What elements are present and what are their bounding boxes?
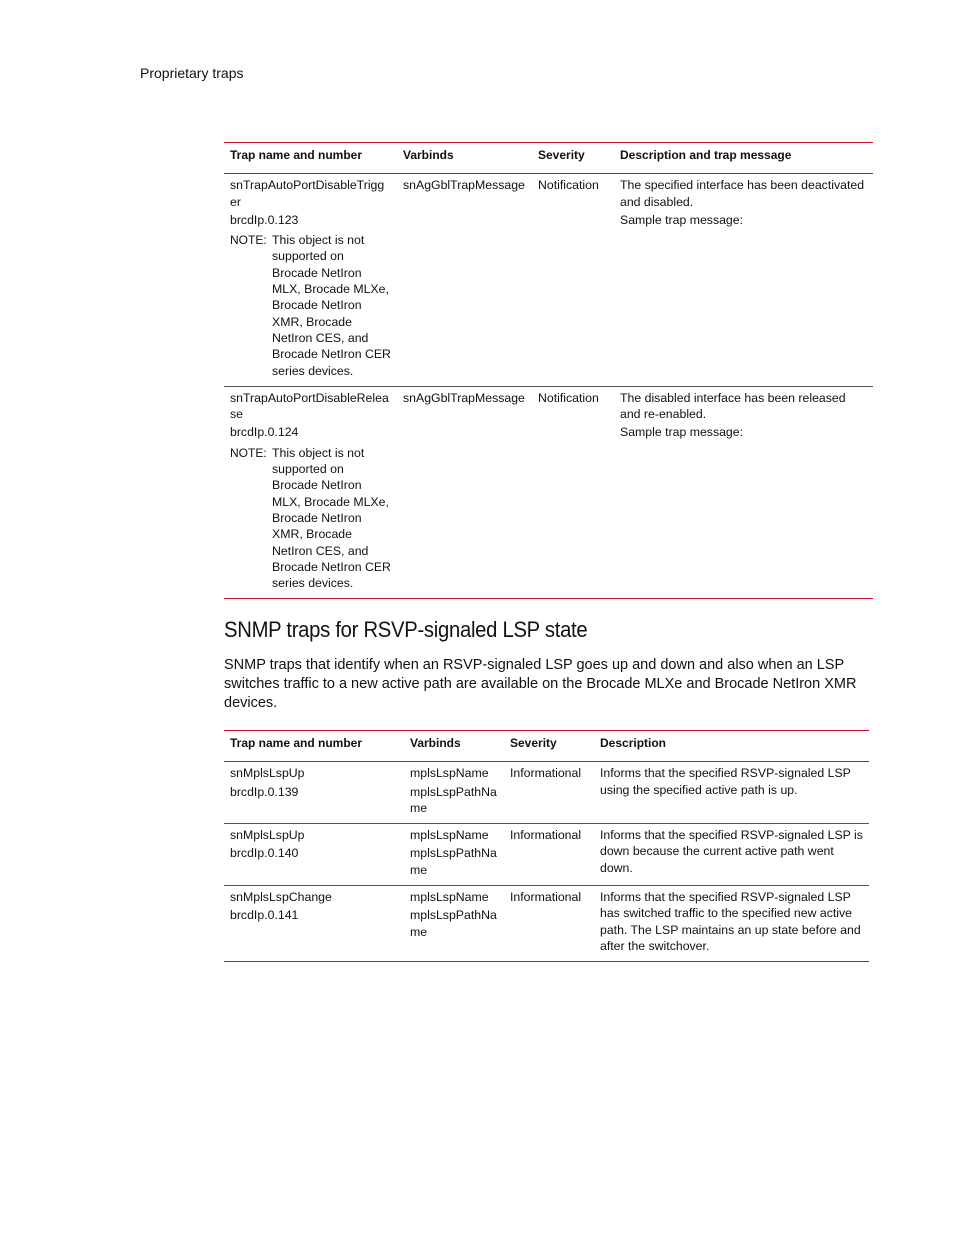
trap-name: snTrapAutoPortDisableRelease [230, 390, 389, 422]
severity-cell: Notification [532, 174, 614, 387]
running-header: Proprietary traps [140, 65, 244, 81]
table-row [224, 886, 869, 962]
trap-name: snMplsLspChange [230, 890, 332, 905]
varbinds-cell: snAgGblTrapMessage [397, 386, 532, 599]
trap-table-auto-port [224, 142, 873, 599]
table-header-row [224, 731, 869, 762]
sample-message-label: Sample trap message: [620, 425, 744, 440]
varbind-path-name: mplsLspPathName [410, 784, 497, 815]
note [230, 232, 391, 379]
varbinds-cell [404, 762, 504, 824]
varbind-name: mplsLspName [410, 890, 489, 905]
varbinds-cell [404, 824, 504, 886]
varbinds-cell [404, 886, 504, 962]
col-severity: Severity [532, 143, 614, 174]
description-text: The disabled interface has been released and re-enabled. [620, 390, 846, 422]
sample-message-label: Sample trap message: [620, 212, 744, 227]
severity-cell: Notification [532, 386, 614, 599]
trap-table-mpls-lsp [224, 730, 869, 962]
trap-name-cell [224, 886, 404, 962]
table-row [224, 174, 873, 387]
section-title: SNMP traps for RSVP-signaled LSP state [224, 617, 588, 642]
note-label: NOTE: [230, 445, 267, 460]
trap-name: snMplsLspUp [230, 828, 305, 843]
col-description: Description and trap message [614, 143, 873, 174]
section-body: SNMP traps that identify when an RSVP-signaled LSP goes up and down and also when an LSP switches traffic to a new active path are available on the Brocade MLXe and Brocade NetIron XMR devices. [224, 657, 857, 711]
trap-name-cell [224, 386, 397, 599]
severity-cell: Informational [504, 762, 594, 824]
varbind-path-name: mplsLspPathName [410, 908, 497, 939]
trap-number: brcdIp.0.123 [230, 212, 299, 227]
col-description: Description [594, 731, 869, 762]
col-severity: Severity [504, 731, 594, 762]
severity-cell: Informational [504, 886, 594, 962]
col-varbinds: Varbinds [404, 731, 504, 762]
trap-name-cell [224, 762, 404, 824]
trap-number: brcdIp.0.141 [230, 908, 299, 923]
trap-number: brcdIp.0.140 [230, 846, 299, 861]
description-cell [614, 386, 873, 599]
note [230, 445, 391, 592]
trap-number: brcdIp.0.139 [230, 784, 299, 799]
varbinds-cell: snAgGblTrapMessage [397, 174, 532, 387]
trap-name-cell [224, 174, 397, 387]
trap-name: snMplsLspUp [230, 766, 305, 781]
description-cell: Informs that the specified RSVP-signaled LSP has switched traffic to the specified new active path. The LSP maintains an up state before and after the switchover. [594, 886, 869, 962]
trap-name-cell [224, 824, 404, 886]
col-varbinds: Varbinds [397, 143, 532, 174]
description-text: The specified interface has been deactivated and disabled. [620, 178, 865, 209]
varbind-name: mplsLspName [410, 766, 489, 781]
col-trap-name: Trap name and number [224, 143, 397, 174]
varbind-name: mplsLspName [410, 828, 489, 843]
table-row [224, 824, 869, 886]
table-row [224, 762, 869, 824]
table-header-row [224, 143, 873, 174]
trap-number: brcdIp.0.124 [230, 425, 299, 440]
description-cell: Informs that the specified RSVP-signaled LSP is down because the current active path went down. [594, 824, 869, 886]
severity-cell: Informational [504, 824, 594, 886]
description-cell: Informs that the specified RSVP-signaled LSP using the specified active path is up. [594, 762, 869, 824]
trap-name: snTrapAutoPortDisableTrigger [230, 178, 385, 209]
note-text: This object is not supported on Brocade NetIron MLX, Brocade MLXe, Brocade NetIron XMR, Brocade NetIron CES, and Brocade NetIron CER series devices. [272, 233, 391, 378]
table-row [224, 386, 873, 599]
note-label: NOTE: [230, 233, 267, 248]
description-cell [614, 174, 873, 387]
col-trap-name: Trap name and number [224, 731, 404, 762]
note-text: This object is not supported on Brocade NetIron MLX, Brocade MLXe, Brocade NetIron XMR, Brocade NetIron CES, and Brocade NetIron CER series devices. [272, 445, 391, 591]
varbind-path-name: mplsLspPathName [410, 846, 497, 877]
